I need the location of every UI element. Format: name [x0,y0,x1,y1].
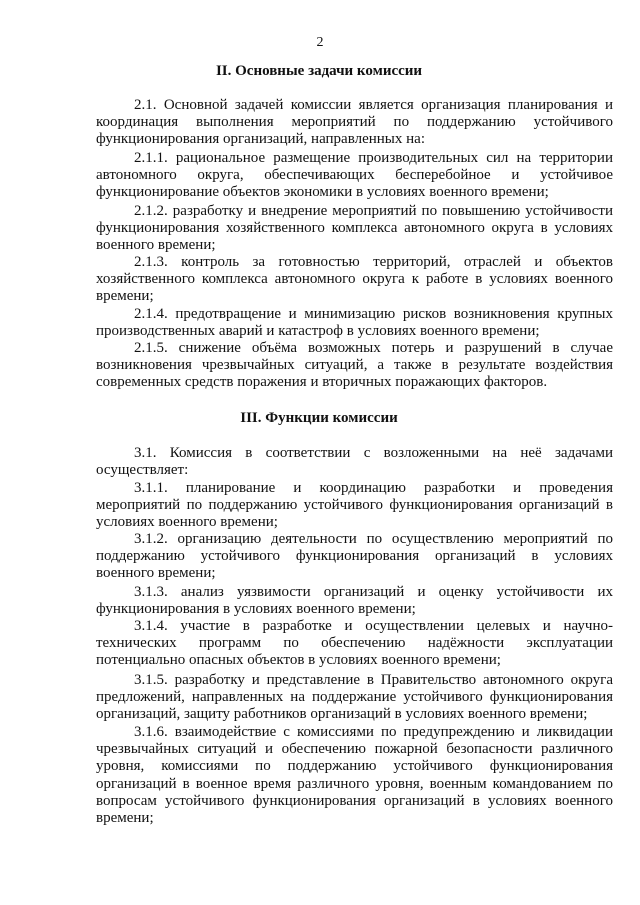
paragraph-2-1-2: 2.1.2. разработку и внедрение мероприятий по повышению устойчивости функционирования хозяйственного комплекса автономного округа в условиях военного времени; [96,203,613,254]
paragraph-2-1-3: 2.1.3. контроль за готовностью территорий, отраслей и объектов хозяйственного комплекса автономного округа к работе в условиях военного времени; [96,254,613,305]
paragraph-3-1-4: 3.1.4. участие в разработке и осуществлении целевых и научно-технических программ по обеспечению надёжности эксплуатации потенциально опасных объектов в условиях военного времени; [96,618,613,669]
section-2-title: II. Основные задачи комиссии [215,63,423,79]
page-number: 2 [316,35,324,50]
paragraph-2-1-5: 2.1.5. снижение объёма возможных потерь и разрушений в случае возникновения чрезвычайных ситуаций, а также в результате воздействия современных средств поражения и вторичных поражающих факторов. [96,340,613,391]
paragraph-3-1-3: 3.1.3. анализ уязвимости организаций и оценку устойчивости их функционирования в условиях военного времени; [96,584,613,618]
paragraph-2-1-4: 2.1.4. предотвращение и минимизацию рисков возникновения крупных производственных аварий и катастроф в условиях военного времени; [96,306,613,340]
section-3-title: III. Функции комиссии [240,410,398,426]
paragraph-3-1-1: 3.1.1. планирование и координацию разработки и проведения мероприятий по поддержанию устойчивого функционирования организаций в условиях военного времени; [96,480,613,531]
paragraph-3-1: 3.1. Комиссия в соответствии с возложенными на неё задачами осуществляет: [96,445,613,479]
paragraph-3-1-2: 3.1.2. организацию деятельности по осуществлению мероприятий по поддержанию устойчивого функционирования организаций в условиях военного времени; [96,531,613,582]
paragraph-2-1: 2.1. Основной задачей комиссии является организация планирования и координация выполнения мероприятий по поддержанию устойчивого функционирования организаций, направленных на: [96,97,613,148]
paragraph-3-1-6: 3.1.6. взаимодействие с комиссиями по предупреждению и ликвидации чрезвычайных ситуаций и обеспечению пожарной безопасности различного уровня, комиссиями по поддержанию устойчивого функционирования организаций в военное время различного уровня, военным командованием по вопросам устойчивого функционирования организаций в условиях военного времени; [96,724,613,827]
paragraph-2-1-1: 2.1.1. рациональное размещение производительных сил на территории автономного округа, обеспечивающих бесперебойное и устойчивое функционирование объектов экономики в условиях военного времени; [96,150,613,201]
paragraph-3-1-5: 3.1.5. разработку и представление в Правительство автономного округа предложений, направленных на поддержание устойчивого функционирования организаций, защиту работников организаций в условиях военного времени; [96,672,613,723]
